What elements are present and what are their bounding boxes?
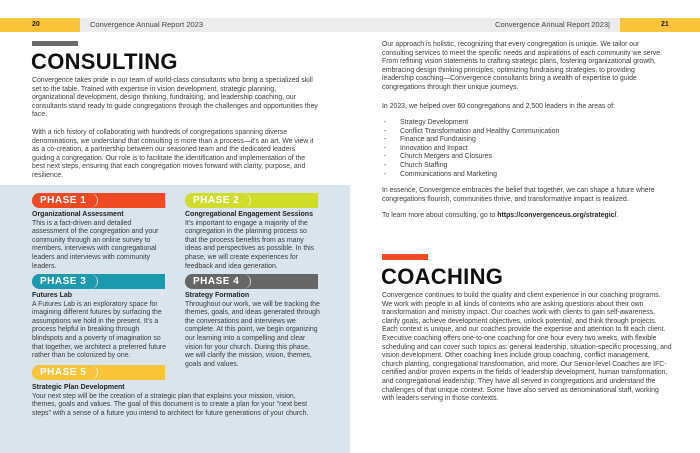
coaching-paragraph: Convergence continues to build the quality and client experience in our coaching programs. We work with people in all kinds of contexts who are asking questions about their own transformation and ministry impact. Our coaches work with clients to gain self-awareness, clarify goals, achieve development objectives, unlock potential, and think through projects. Each context is unique, and our coaches provide the expertise and attention to fit each client. Executive coaching offers one-to-one coaching for one hour every two weeks, with flexible scheduling and can cover such topics as: general leadership, situation-specific processing, and vision development. Other coaching lines include group coaching, conflict management, church planting, congregational transformation, and more. Our Senior-level Coaches are IFC-certified and/or proven experts in the fields of leadership development, human transformation, and congregational leadership. They have all served in congregations and understand the challenges of that unique context. Some have also served as denominational staff, working with leaders serving in those contexts. xyxy=(382,292,672,403)
list-item: - Conflict Transformation and Healthy Communication xyxy=(382,128,668,137)
page-number-tab xyxy=(0,18,80,32)
phase-title: Congregational Engagement Sessions xyxy=(185,211,313,218)
phase-title: Organizational Assessment xyxy=(32,211,124,218)
page-title: CONSULTING xyxy=(31,49,178,74)
page-number: 20 xyxy=(32,21,40,28)
phase-text: It's important to engage a majority of the congregation in the planning process so that the process benefits from as many ideas and perspectives as possible. In this phase, we will create experiences for feedback and idea generation. xyxy=(185,219,315,270)
title-accent-bar xyxy=(32,41,78,46)
list-item: - Church Staffing xyxy=(382,162,668,171)
list-item: - Strategy Development xyxy=(382,119,668,128)
page-number-tab xyxy=(620,18,700,32)
page-number: 21 xyxy=(661,21,669,28)
consulting-link[interactable]: https://convergenceus.org/strategic/ xyxy=(497,212,617,219)
phase-text: Throughout our work, we will be tracking the themes, goals, and ideas generated through the conversations and interviews we complete. At this point, we begin organizing our learning into a compelling and clear vision for your church. During this phase, we will clarify the mission, vision, themes, goals and values. xyxy=(185,300,320,368)
phase-label: PHASE 5 xyxy=(32,365,98,380)
phase-text: This is a fact-driven and detailed assessment of the congregation and your community through an online survey to members, interviews with congregational leaders and interviews with community leaders. xyxy=(32,219,159,270)
list-item: - Church Mergers and Closures xyxy=(382,153,668,162)
header-title: Convergence Annual Report 2023 xyxy=(90,20,203,29)
list-item: - Finance and Fundraising xyxy=(382,136,668,145)
essence-paragraph: In essence, Convergence embraces the belief that together, we can shape a future where congregations flourish, communities thrive, and transformative impact is realized. xyxy=(382,187,655,203)
learn-more-text: To learn more about consulting, go to xyxy=(382,212,498,219)
phase-label: PHASE 3 xyxy=(32,274,98,289)
list-item: - Innovation and Impact xyxy=(382,145,668,154)
intro-paragraph: Our approach is holistic, recognizing that every congregation is unique. We tailor our consulting services to meet the specific needs and aspirations of each community we serve. From refining vision statements to crafting strategic plans, fostering organizational growth, embracing design thinking principles, optimizing fundraising strategies, to providing leadership coaching—Convergence consultants bring a wealth of expertise to guide congregations through their unique journeys. xyxy=(382,41,662,91)
running-header xyxy=(350,18,620,32)
phase-text: A Futures Lab is an exploratory space for imagining different futures by surfacing the assumptions we hold in the present. It's a process helpful in breaking through blindspots and a poverty of imagination so that together, we architect a preferred future rather than be colonized by one. xyxy=(32,300,167,360)
phase-title: Futures Lab xyxy=(32,292,73,299)
learn-more xyxy=(382,212,668,221)
phase-label: PHASE 1 xyxy=(32,193,98,208)
coaching-title: COACHING xyxy=(381,264,504,289)
phase-label: PHASE 4 xyxy=(185,274,251,289)
running-header xyxy=(80,18,350,32)
header-title: Convergence Annual Report 2023| xyxy=(495,20,610,29)
title-accent-bar xyxy=(382,254,428,260)
learn-more-suffix: . xyxy=(616,212,619,219)
paragraph: Convergence takes pride in our team of world-class consultants who bring a specialized skill set to the table. Trained with expertise in vision development, strategic planning, organizational development, design thinking, fundraising, and leadership coaching, our consultants stand ready to guide congregations through the challenges and opportunities they face. xyxy=(32,77,318,119)
phase-text: Your next step will be the creation of a strategic plan that explains your mission, vision, themes, goals and values. The goal of this document is to create a plan for your "next best steps" with a sense of a future you intend to architect for future generations of your church. xyxy=(32,392,309,417)
phase-title: Strategy Formation xyxy=(185,292,250,299)
areas-list xyxy=(382,119,668,179)
phase-label: PHASE 2 xyxy=(185,193,251,208)
list-item: - Communications and Marketing xyxy=(382,171,668,180)
paragraph: With a rich history of collaborating with hundreds of congregations spanning diverse denominations, we understand that consulting is more than a process—it's an art. We view it as a co-creation, a partnership between our seasoned team and the dedicated leaders guiding a congregation. Our role is to facilitate the identification and implementation of the best next steps, ensuring that each congregation moves forward with clarity, purpose, and resilience. xyxy=(32,129,314,179)
helped-paragraph: In 2023, we helped over 60 congregations and 2,500 leaders in the areas of: xyxy=(382,103,615,110)
phase-title: Strategic Plan Development xyxy=(32,384,125,391)
